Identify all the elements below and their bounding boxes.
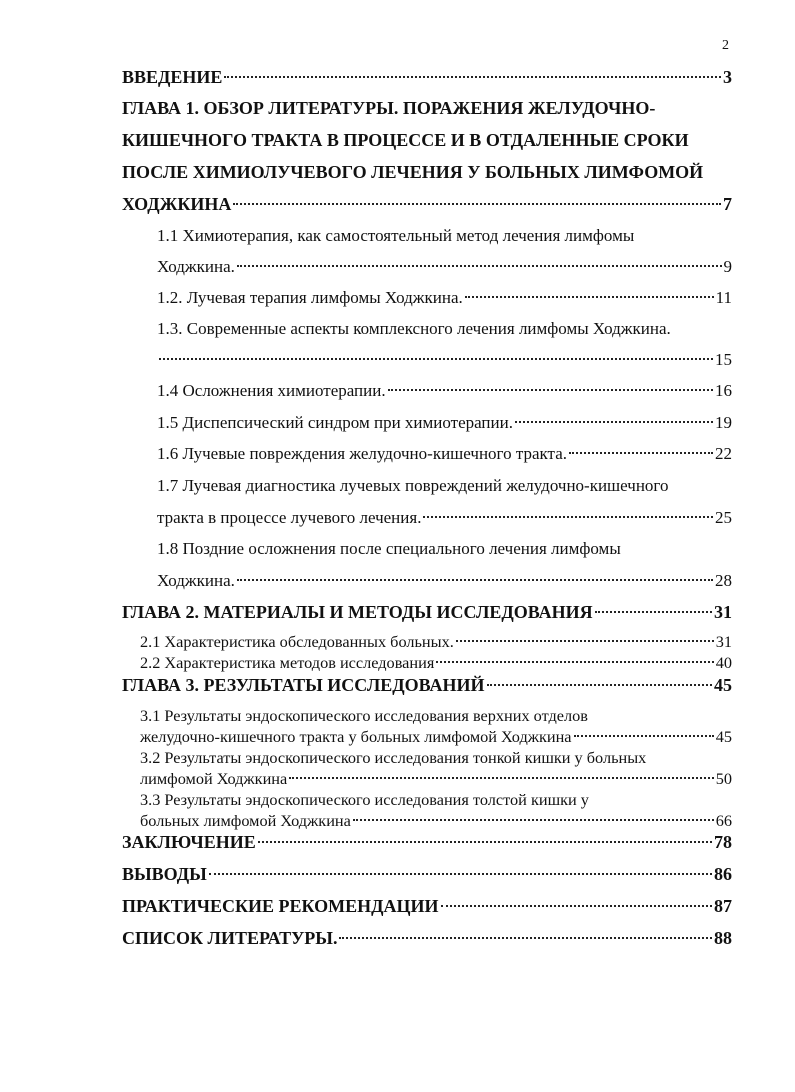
dot-leader bbox=[465, 296, 714, 298]
toc-entry-link[interactable] bbox=[157, 442, 732, 466]
toc-entry-line bbox=[157, 537, 621, 561]
toc-entry-title: ВВЕДЕНИЕ bbox=[122, 67, 223, 87]
toc-entry-link[interactable] bbox=[157, 379, 732, 403]
toc-entry-title: 1.4 Осложнения химиотерапии. bbox=[157, 381, 386, 400]
toc-entry-link[interactable] bbox=[157, 286, 732, 310]
toc-entry-title: СПИСОК ЛИТЕРАТУРЫ. bbox=[122, 928, 338, 948]
dot-leader bbox=[436, 661, 713, 663]
dot-leader bbox=[388, 389, 713, 391]
toc-entry-title: 1.2. Лучевая терапия лимфомы Ходжкина. bbox=[157, 288, 463, 307]
toc-entry-title: 3.3 Результаты эндоскопического исследования толстой кишки у bbox=[140, 790, 589, 809]
toc-entry-title: больных лимфомой Ходжкина bbox=[140, 811, 351, 830]
toc-entry-link[interactable] bbox=[140, 651, 732, 675]
toc-page-number: 9 bbox=[723, 257, 732, 276]
dot-leader bbox=[159, 358, 713, 360]
toc-entry-title: Ходжкина. bbox=[157, 571, 235, 590]
toc-entry-link[interactable] bbox=[122, 192, 732, 216]
dot-leader bbox=[456, 640, 714, 642]
toc-entry-title: ГЛАВА 3. РЕЗУЛЬТАТЫ ИССЛЕДОВАНИЙ bbox=[122, 675, 485, 695]
toc-entry-link[interactable] bbox=[122, 894, 732, 918]
toc-entry-title: 2.2 Характеристика методов исследования bbox=[140, 653, 435, 672]
toc-page-number: 45 bbox=[714, 675, 732, 695]
toc-page-number: 19 bbox=[715, 413, 732, 432]
dot-leader bbox=[423, 516, 713, 518]
toc-page-number: 66 bbox=[715, 811, 732, 830]
toc-entry-title: 2.1 Характеристика обследованных больных. bbox=[140, 632, 454, 651]
toc-entry-link[interactable] bbox=[122, 600, 732, 624]
dot-leader bbox=[441, 905, 712, 907]
toc-entry-title: ВЫВОДЫ bbox=[122, 864, 207, 884]
toc-page-number: 25 bbox=[715, 508, 732, 527]
toc-page-number: 7 bbox=[723, 194, 732, 214]
toc-page-number: 40 bbox=[715, 653, 732, 672]
toc-entry-title: 1.1 Химиотерапия, как самостоятельный метод лечения лимфомы bbox=[157, 226, 635, 245]
toc-page-number: 15 bbox=[715, 350, 732, 369]
toc-entry-title: ПОСЛЕ ХИМИОЛУЧЕВОГО ЛЕЧЕНИЯ У БОЛЬНЫХ ЛИМФОМОЙ bbox=[122, 162, 704, 182]
toc-entry-link[interactable] bbox=[157, 411, 732, 435]
toc-entry-title: 1.7 Лучевая диагностика лучевых повреждений желудочно-кишечного bbox=[157, 476, 669, 495]
toc-entry-line bbox=[122, 160, 703, 184]
toc-page-number: 86 bbox=[714, 864, 732, 884]
toc-page-number: 11 bbox=[715, 288, 732, 307]
toc-page-number: 31 bbox=[714, 602, 732, 622]
toc-entry-link[interactable] bbox=[122, 830, 732, 854]
toc-entry-title: желудочно-кишечного тракта у больных лимфомой Ходжкина bbox=[140, 727, 572, 746]
toc-entry-title: 1.3. Современные аспекты комплексного лечения лимфомы Ходжкина. bbox=[157, 319, 671, 338]
toc-entry-line bbox=[122, 128, 689, 152]
toc-entry-line bbox=[157, 474, 668, 498]
toc-entry-link[interactable] bbox=[157, 569, 732, 593]
toc-entry-title: Ходжкина. bbox=[157, 257, 235, 276]
toc-page-number: 31 bbox=[715, 632, 732, 651]
toc-entry-link[interactable] bbox=[122, 926, 732, 950]
toc-page-number: 78 bbox=[714, 832, 732, 852]
toc-entry-link[interactable] bbox=[157, 506, 732, 530]
toc-entry-title: КИШЕЧНОГО ТРАКТА В ПРОЦЕССЕ И В ОТДАЛЕННЫЕ СРОКИ bbox=[122, 130, 689, 150]
dot-leader bbox=[237, 265, 722, 267]
toc-entry-title: 3.1 Результаты эндоскопического исследования верхних отделов bbox=[140, 706, 588, 725]
toc-entry-link[interactable] bbox=[122, 673, 732, 697]
toc-entry-link[interactable] bbox=[122, 862, 732, 886]
dot-leader bbox=[258, 841, 712, 843]
toc-entry-link[interactable] bbox=[157, 348, 732, 372]
toc-entry-title: 1.8 Поздние осложнения после специального лечения лимфомы bbox=[157, 539, 621, 558]
toc-entry-title: ГЛАВА 1. ОБЗОР ЛИТЕРАТУРЫ. ПОРАЖЕНИЯ ЖЕЛУДОЧНО- bbox=[122, 98, 656, 118]
toc-page-number: 22 bbox=[715, 444, 732, 463]
toc-entry-link[interactable] bbox=[122, 65, 732, 89]
dot-leader bbox=[569, 452, 713, 454]
dot-leader bbox=[237, 579, 713, 581]
toc-entry-line bbox=[157, 317, 671, 341]
toc-page-number: 50 bbox=[715, 769, 732, 788]
dot-leader bbox=[515, 421, 713, 423]
toc-entry-title: лимфомой Ходжкина bbox=[140, 769, 288, 788]
toc-page-number: 45 bbox=[715, 727, 732, 746]
toc-page-number: 16 bbox=[715, 381, 732, 400]
toc-entry-title: 1.6 Лучевые повреждения желудочно-кишечного тракта. bbox=[157, 444, 567, 463]
toc-page-number: 28 bbox=[715, 571, 732, 590]
toc-page-number: 87 bbox=[714, 896, 732, 916]
toc-page-number: 88 bbox=[714, 928, 732, 948]
dot-leader bbox=[353, 819, 714, 821]
toc-entry-title: ХОДЖКИНА bbox=[122, 194, 232, 214]
dot-leader bbox=[233, 203, 721, 205]
toc-entry-line bbox=[122, 96, 655, 120]
dot-leader bbox=[574, 735, 714, 737]
toc-entry-link[interactable] bbox=[157, 255, 732, 279]
dot-leader bbox=[209, 873, 712, 875]
toc-entry-title: 3.2 Результаты эндоскопического исследования тонкой кишки у больных bbox=[140, 748, 647, 767]
toc-entry-title: ГЛАВА 2. МАТЕРИАЛЫ И МЕТОДЫ ИССЛЕДОВАНИЯ bbox=[122, 602, 593, 622]
dot-leader bbox=[289, 777, 713, 779]
toc-entry-line bbox=[157, 224, 634, 248]
dot-leader bbox=[339, 937, 712, 939]
toc-entry-title: 1.5 Диспепсический синдром при химиотерапии. bbox=[157, 413, 513, 432]
toc-entry-title: тракта в процессе лучевого лечения. bbox=[157, 508, 422, 527]
dot-leader bbox=[595, 611, 712, 613]
toc-page-number: 3 bbox=[723, 67, 732, 87]
dot-leader bbox=[487, 684, 712, 686]
page-number: 2 bbox=[722, 38, 729, 53]
toc-entry-title: ЗАКЛЮЧЕНИЕ bbox=[122, 832, 256, 852]
toc-entry-title: ПРАКТИЧЕСКИЕ РЕКОМЕНДАЦИИ bbox=[122, 896, 439, 916]
dot-leader bbox=[224, 76, 721, 78]
